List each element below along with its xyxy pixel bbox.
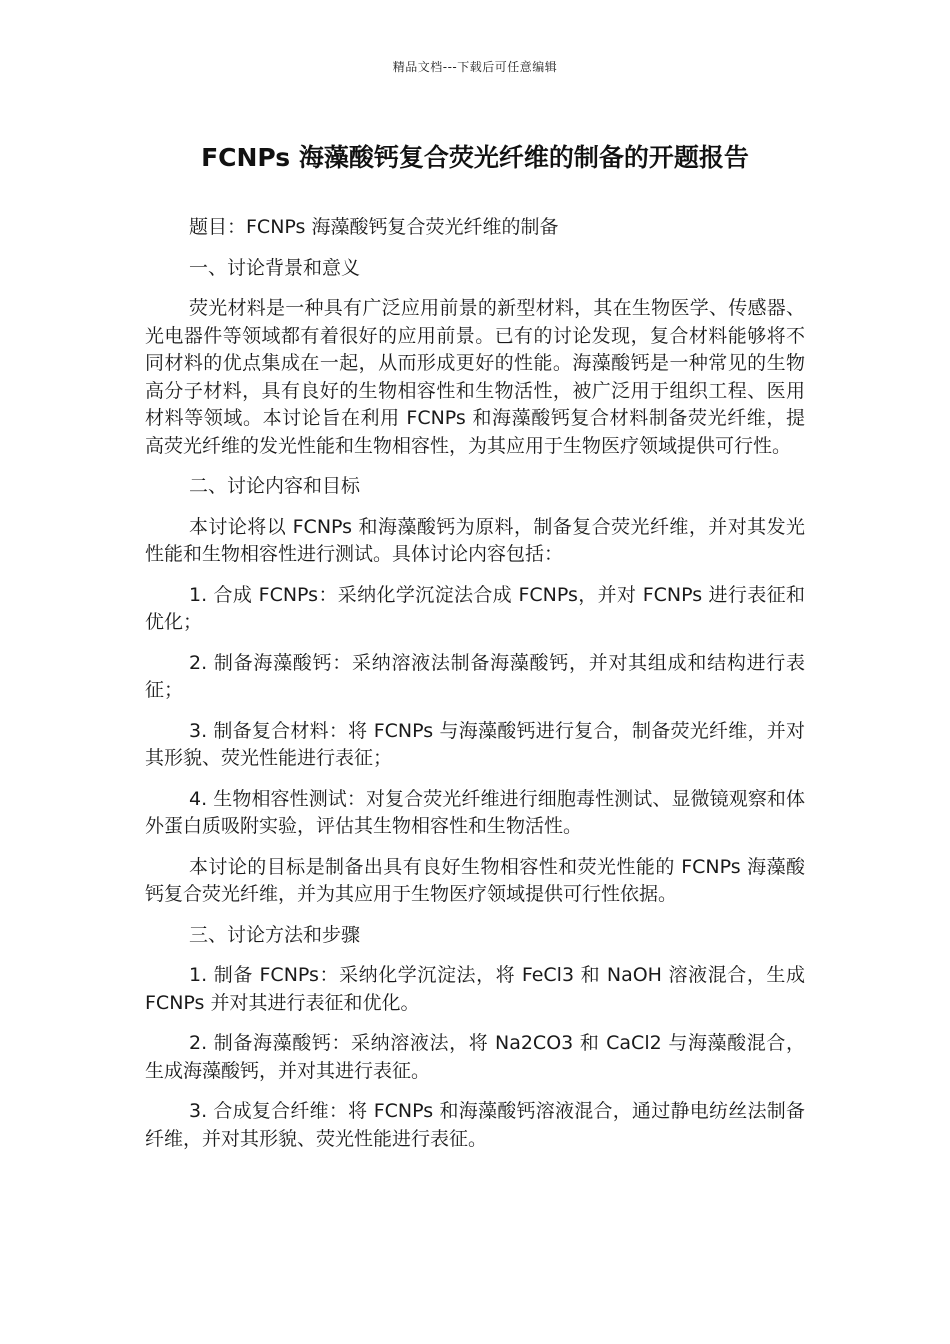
content-intro-paragraph: 本讨论将以 FCNPs 和海藻酸钙为原料，制备复合荧光纤维，并对其发光性能和生物相容性进行测试。具体讨论内容包括： [145,515,805,565]
content-item-1: 1. 合成 FCNPs：采纳化学沉淀法合成 FCNPs，并对 FCNPs 进行表征和优化； [145,583,805,633]
content-item-3: 3. 制备复合材料：将 FCNPs 与海藻酸钙进行复合，制备荧光纤维，并对其形貌、荧光性能进行表征； [145,719,805,769]
document-title: FCNPs 海藻酸钙复合荧光纤维的制备的开题报告 [201,143,749,172]
background-paragraph: 荧光材料是一种具有广泛应用前景的新型材料，其在生物医学、传感器、光电器件等领域都有着很好的应用前景。已有的讨论发现，复合材料能够将不同材料的优点集成在一起，从而形成更好的性能。海藻酸钙是一种常见的生物高分子材料，具有良好的生物相容性和生物活性，被广泛用于组织工程、医用材料等领域。本讨论旨在利用 FCNPs 和海藻酸钙复合材料制备荧光纤维，提高荧光纤维的发光性能和生物相容性，为其应用于生物医疗领域提供可行性。 [145,297,805,457]
content-item-2: 2. 制备海藻酸钙：采纳溶液法制备海藻酸钙，并对其组成和结构进行表征； [145,651,805,701]
section-heading-methods: 三、讨论方法和步骤 [189,923,361,946]
method-step-2: 2. 制备海藻酸钙：采纳溶液法，将 Na2CO3 和 CaCl2 与海藻酸混合，生成海藻酸钙，并对其进行表征。 [145,1032,805,1082]
content-item-4: 4. 生物相容性测试：对复合荧光纤维进行细胞毒性测试、显微镜观察和体外蛋白质吸附实验，评估其生物相容性和生物活性。 [145,787,805,837]
header-note: 精品文档---下载后可任意编辑 [392,60,558,74]
section-heading-background: 一、讨论背景和意义 [189,256,361,279]
goal-paragraph: 本讨论的目标是制备出具有良好生物相容性和荧光性能的 FCNPs 海藻酸钙复合荧光纤维，并为其应用于生物医疗领域提供可行性依据。 [145,855,805,905]
subject-line: 题目：FCNPs 海藻酸钙复合荧光纤维的制备 [189,216,559,238]
method-step-3: 3. 合成复合纤维：将 FCNPs 和海藻酸钙溶液混合，通过静电纺丝法制备纤维，并对其形貌、荧光性能进行表征。 [145,1100,805,1150]
document-body [145,214,805,1166]
section-heading-content: 二、讨论内容和目标 [189,475,361,497]
method-step-1: 1. 制备 FCNPs：采纳化学沉淀法，将 FeCl3 和 NaOH 溶液混合，生成 FCNPs 并对其进行表征和优化。 [145,964,805,1014]
